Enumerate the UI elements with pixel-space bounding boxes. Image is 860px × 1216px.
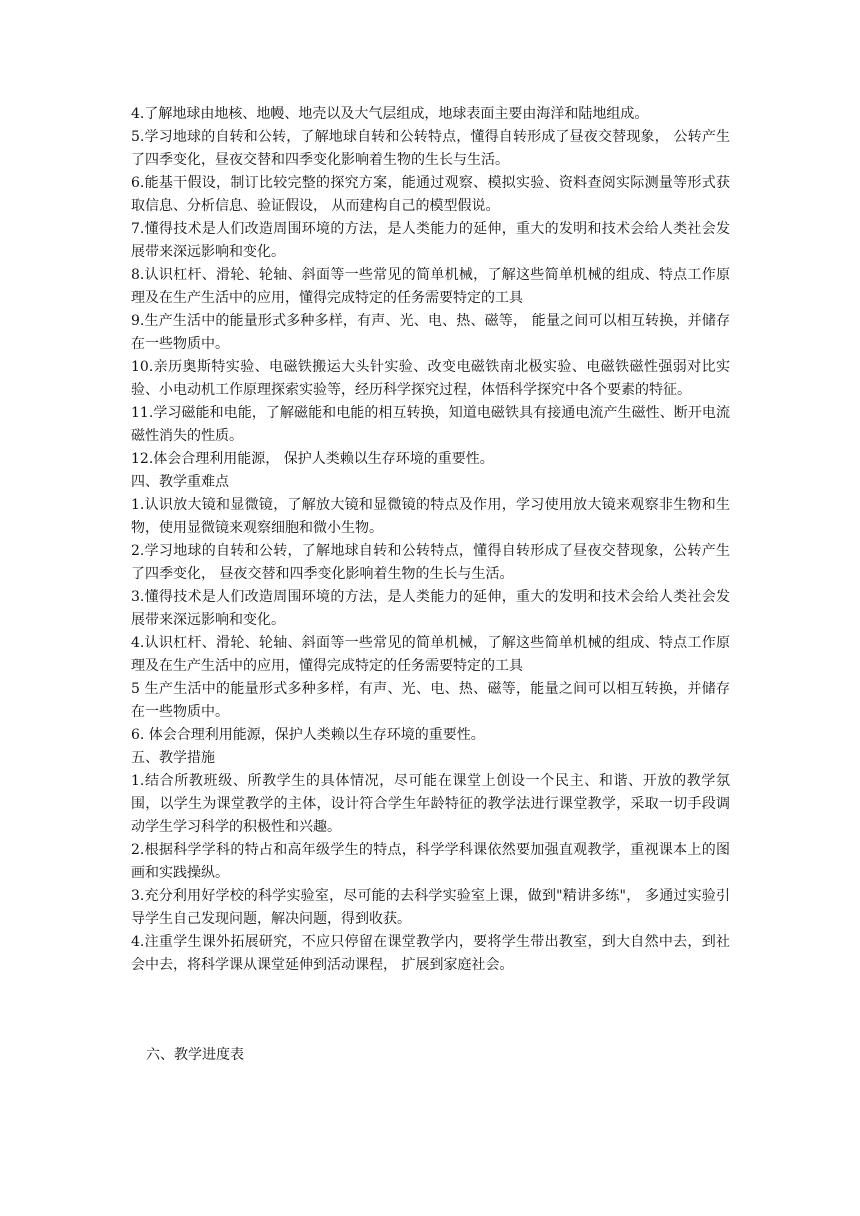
paragraph-top-5: 5.学习地球的自转和公转，了解地球自转和公转特点，懂得自转形成了昼夜交替现象， 公转产生了四季变化，昼夜交替和四季变化影响着生物的生长与生活。 xyxy=(131,129,730,168)
paragraph-top-9: 9.生产生活中的能量形式多种多样，有声、光、电、热、磁等， 能量之间可以相互转换，并储存在一些物质中。 xyxy=(131,313,730,352)
key-point-6: 6. 体会合理利用能源，保护人类赖以生存环境的重要性。 xyxy=(131,727,485,743)
paragraph-top-4: 4.了解地球由地核、地幔、地壳以及大气层组成，地球表面主要由海洋和陆地组成。 xyxy=(131,106,649,122)
section-heading-measures: 五、教学措施 xyxy=(131,750,215,766)
key-point-2: 2.学习地球的自转和公转，了解地球自转和公转特点，懂得自转形成了昼夜交替现象，公转产生了四季变化， 昼夜交替和四季变化影响着生物的生长与生活。 xyxy=(131,543,730,582)
paragraph-top-11: 11.学习磁能和电能，了解磁能和电能的相互转换，知道电磁铁具有接通电流产生磁性、断开电流磁性消失的性质。 xyxy=(131,405,730,444)
key-point-3: 3.懂得技术是人们改造周围环境的方法，是人类能力的延伸，重大的发明和技术会给人类社会发展带来深远影响和变化。 xyxy=(131,589,730,628)
key-point-4: 4.认识杠杆、滑轮、轮轴、斜面等一些常见的简单机械，了解这些简单机械的组成、特点工作原理及在生产生活中的应用，懂得完成特定的任务需要特定的工具 xyxy=(131,635,730,674)
measure-3: 3.充分利用好学校的科学实验室，尽可能的去科学实验室上课，做到"精讲多练"， 多通过实验引导学生自己发现问题，解决问题，得到收获。 xyxy=(131,888,730,927)
paragraph-top-7: 7.懂得技术是人们改造周围环境的方法，是人类能力的延伸，重大的发明和技术会给人类社会发展带来深远影响和变化。 xyxy=(131,221,730,260)
paragraph-top-10: 10.亲历奥斯特实验、电磁铁搬运大头针实验、改变电磁铁南北极实验、电磁铁磁性强弱对比实验、小电动机工作原理探索实验等，经历科学探究过程，体悟科学探究中各个要素的特征。 xyxy=(131,359,730,398)
paragraph-top-12: 12.体会合理利用能源， 保护人类赖以生存环境的重要性。 xyxy=(131,451,494,467)
section-heading-key-points: 四、教学重难点 xyxy=(131,474,229,490)
paragraph-top-6: 6.能基干假设，制订比较完整的探究方案，能通过观察、模拟实验、资料查阅实际测量等形式获取信息、分析信息、验证假设， 从而建构自己的模型假说。 xyxy=(131,175,730,214)
key-point-1: 1.认识放大镜和显微镜，了解放大镜和显微镜的特点及作用，学习使用放大镜来观察非生物和生物，使用显微镜来观察细胞和微小生物。 xyxy=(131,497,730,536)
measure-1: 1.结合所教班级、所教学生的具体情况，尽可能在课堂上创设一个民主、和谐、开放的教学氛围，以学生为课堂教学的主体，设计符合学生年龄特征的教学法进行课堂教学，采取一切手段调动学生学习科学的积极性和兴趣。 xyxy=(131,773,730,835)
paragraph-top-8: 8.认识杠杆、滑轮、轮轴、斜面等一些常见的简单机械，了解这些简单机械的组成、特点工作原理及在生产生活中的应用，懂得完成特定的任务需要特定的工具 xyxy=(131,267,730,306)
measure-4: 4.注重学生课外拓展研究，不应只停留在课堂教学内，要将学生带出教室，到大自然中去，到社会中去，将科学课从课堂延伸到活动课程， 扩展到家庭社会。 xyxy=(131,934,730,973)
measure-2: 2.根据科学学科的特占和高年级学生的特点，科学学科课依然要加强直观教学，重视课本上的图画和实践操纵。 xyxy=(131,842,730,881)
key-point-5: 5 生产生活中的能量形式多种多样，有声、光、电、热、磁等，能量之间可以相互转换，并储存在一些物质中。 xyxy=(131,681,730,720)
document-body xyxy=(131,103,730,977)
section-heading-schedule: 六、教学进度表 xyxy=(146,1047,244,1063)
